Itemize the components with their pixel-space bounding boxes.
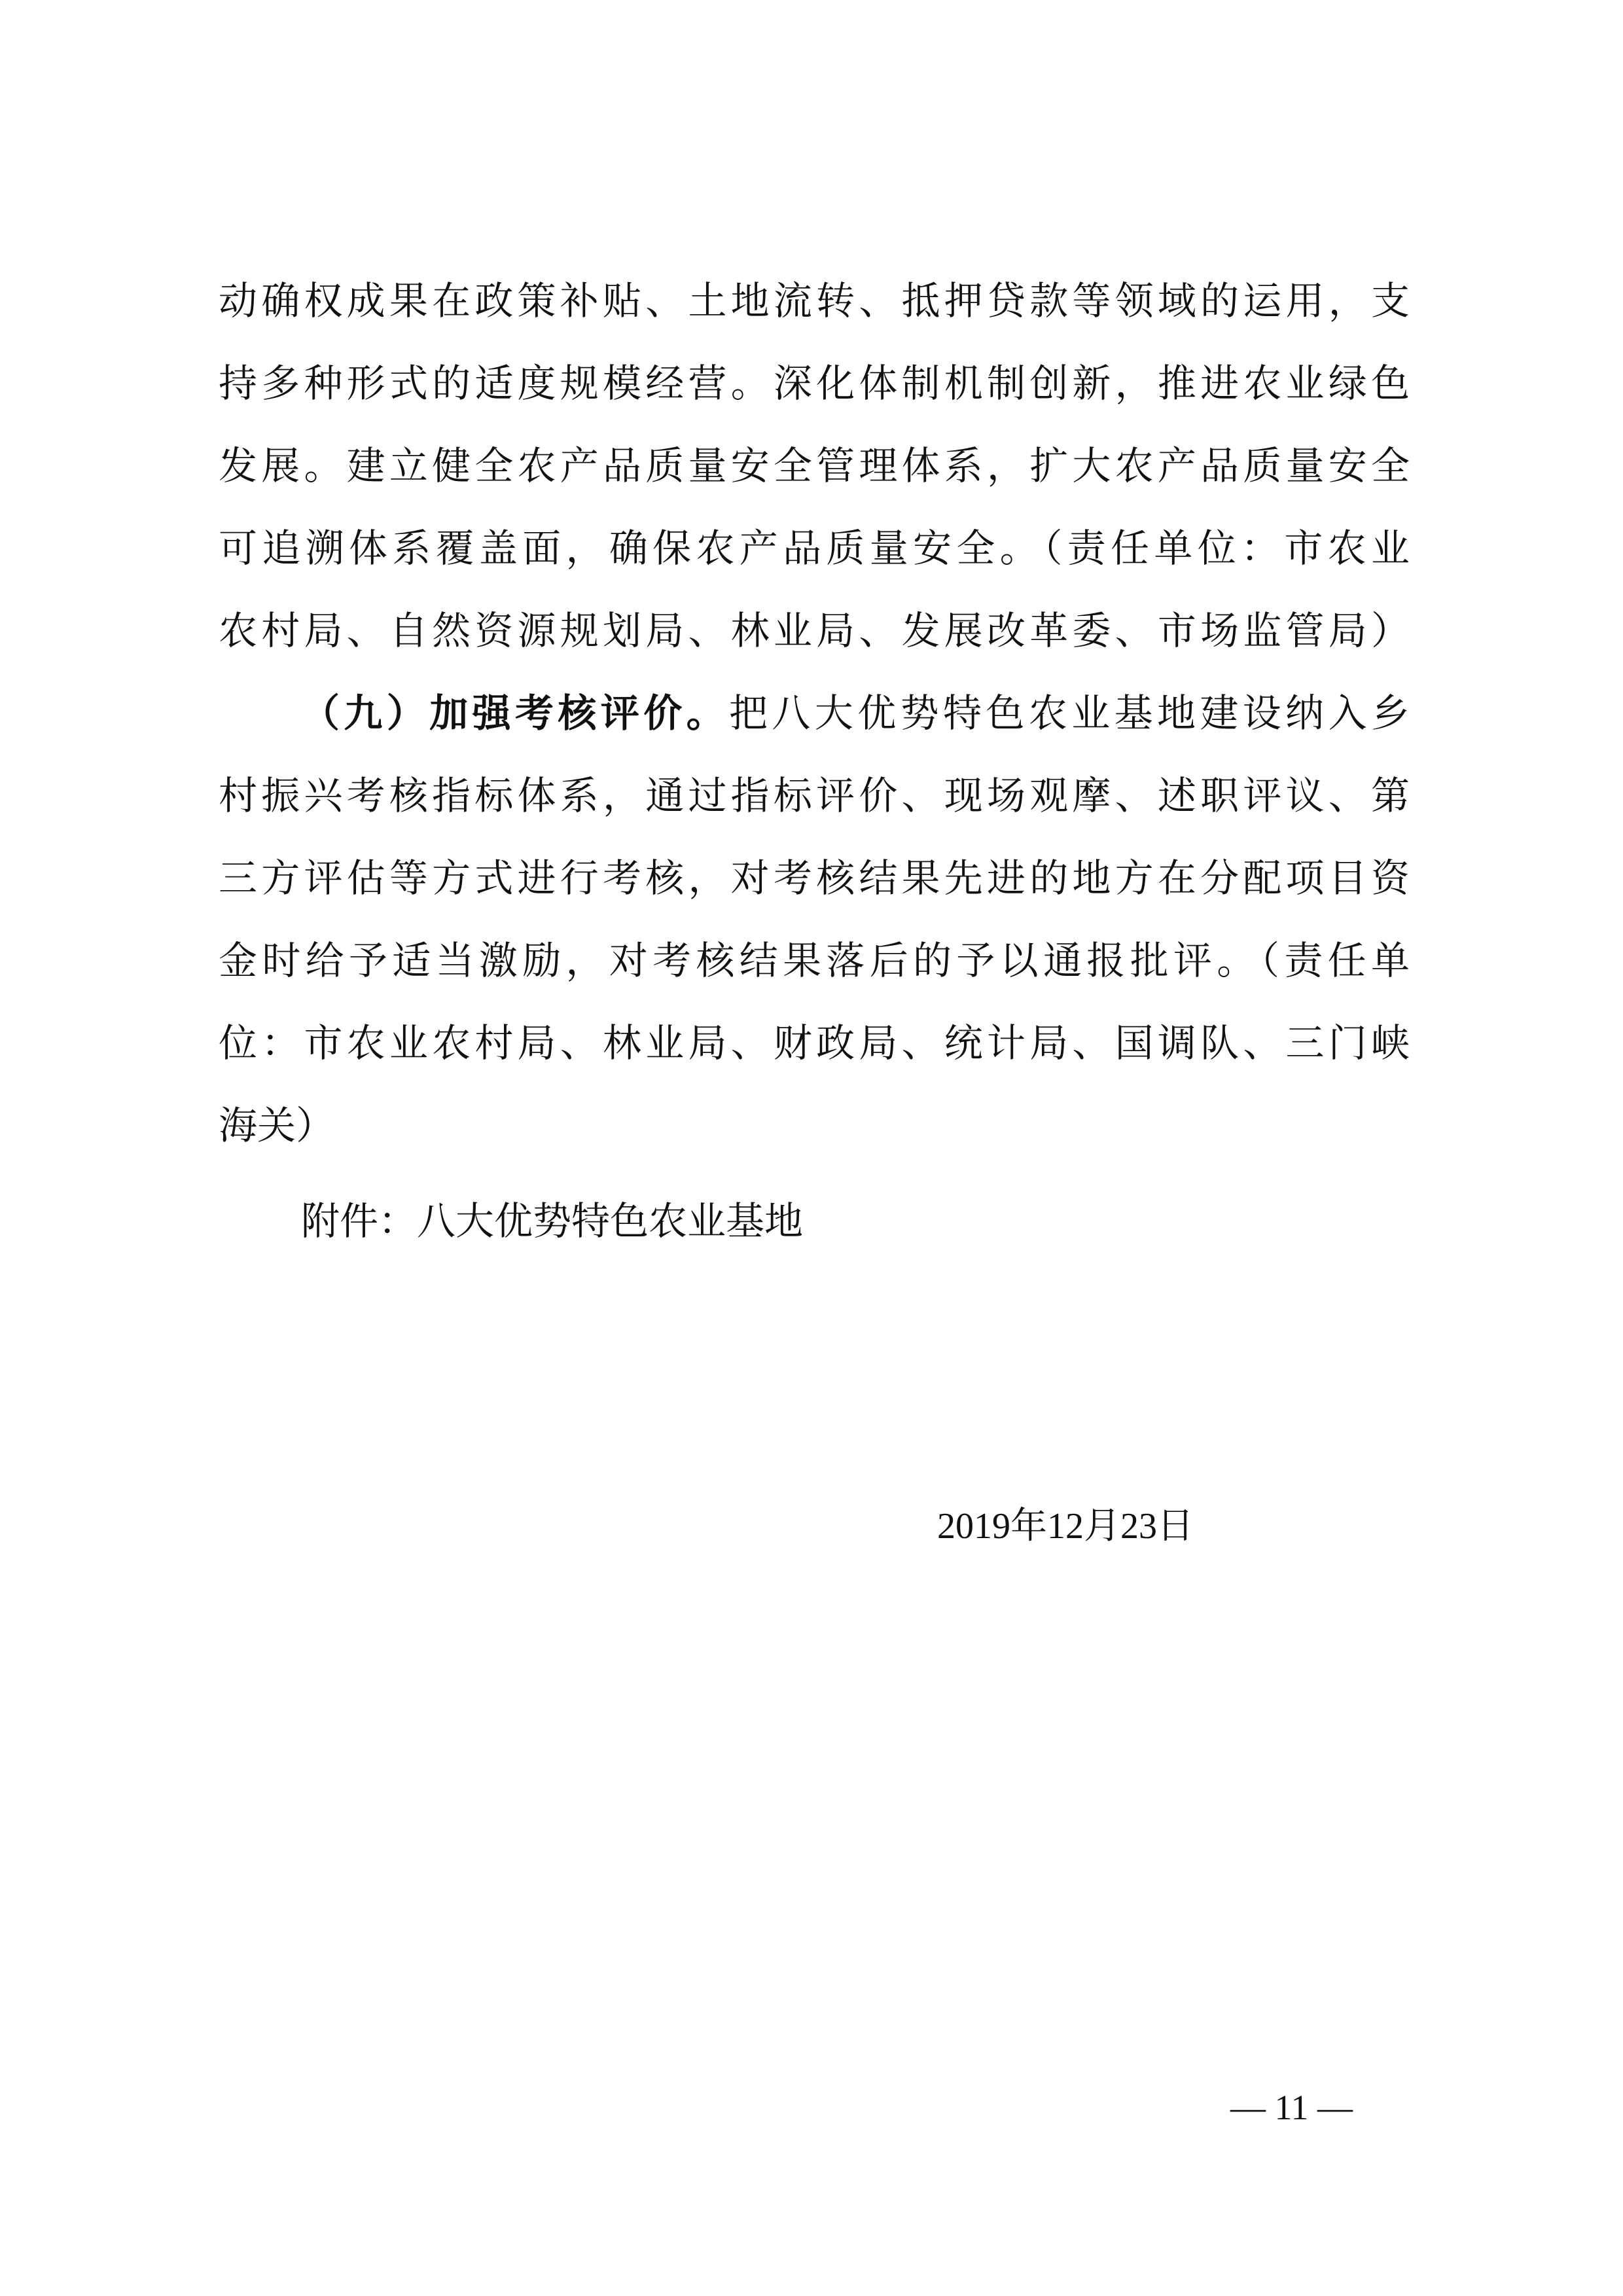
paragraph-2-line-6: 海关）	[219, 1103, 335, 1148]
paragraph-2-line-1	[301, 687, 1410, 740]
paragraph-2-line-2: 村振兴考核指标体系，通过指标评价、现场观摩、述职评议、第	[219, 773, 1410, 818]
paragraph-1-line-5: 农村局、自然资源规划局、林业局、发展改革委、市场监管局）	[219, 608, 1410, 653]
paragraph-1-line-4: 可追溯体系覆盖面，确保农产品质量安全。（责任单位：市农业	[219, 526, 1410, 571]
attachment-note: 附件：八大优势特色农业基地	[301, 1198, 804, 1244]
paragraph-1-line-2: 持多种形式的适度规模经营。深化体制机制创新，推进农业绿色	[219, 361, 1410, 406]
paragraph-2-line-1-text: 把八大优势特色农业基地建设纳入乡	[729, 691, 1410, 736]
section-heading: （九）加强考核评价。	[301, 691, 729, 736]
paragraph-1-line-3: 发展。建立健全农产品质量安全管理体系，扩大农产品质量安全	[219, 443, 1410, 488]
paragraph-2-line-3: 三方评估等方式进行考核，对考核结果先进的地方在分配项目资	[219, 855, 1410, 901]
paragraph-2-line-5: 位：市农业农村局、林业局、财政局、统计局、国调队、三门峡	[219, 1020, 1410, 1066]
page-number: — 11 —	[1230, 2088, 1353, 2127]
paragraph-1-line-1: 动确权成果在政策补贴、土地流转、抵押贷款等领域的运用，支	[219, 278, 1410, 323]
document-date: 2019年12月23日	[937, 1506, 1194, 1547]
paragraph-2-line-4: 金时给予适当激励，对考核结果落后的予以通报批评。（责任单	[219, 938, 1410, 983]
